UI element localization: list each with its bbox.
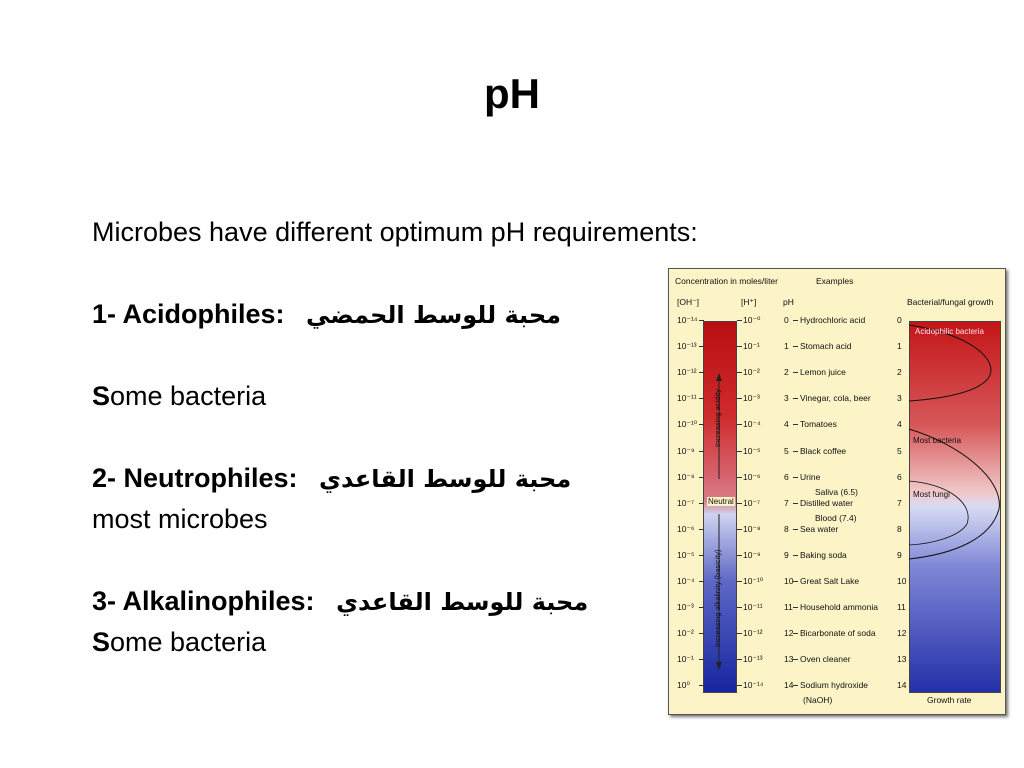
alkalinophiles-arabic: محبة للوسط القاعدي: [336, 588, 589, 616]
oh-tick: [699, 685, 704, 686]
h-value: 10⁻¹³: [743, 654, 763, 665]
oh-tick: [699, 451, 704, 452]
increasing-acidity-label: Increasing acidity: [713, 389, 722, 447]
acidophiles-desc-rest: ome bacteria: [110, 381, 267, 411]
oh-tick: [699, 659, 704, 660]
ph-tick: [793, 607, 798, 608]
example-text: Baking soda: [800, 549, 847, 560]
oh-tick: [699, 555, 704, 556]
ph-value: 3: [784, 393, 789, 404]
col-h-header: [H⁺]: [741, 297, 757, 307]
example-text: Stomach acid: [800, 341, 852, 352]
h-tick: [737, 320, 742, 321]
oh-value: 10⁻⁷: [677, 497, 695, 508]
ph-row: [669, 446, 1005, 458]
ph-value: 7: [784, 497, 789, 508]
example-saliva: Saliva (6.5): [815, 487, 858, 497]
oh-value: 10⁻²: [677, 628, 694, 639]
ph-row: [669, 654, 1005, 666]
acidophilic-bacteria-label: Acidophilic bacteria: [915, 327, 984, 336]
ph-value: 12: [784, 628, 794, 639]
oh-tick: [699, 372, 704, 373]
most-fungi-label: Most fungi: [913, 490, 950, 499]
ph-value: 11: [784, 602, 793, 613]
example-text: Black coffee: [800, 445, 847, 456]
h-value: 10⁻²: [743, 367, 760, 378]
h-tick: [737, 607, 742, 608]
col-oh-header: [OH⁻]: [677, 297, 699, 307]
col-growth-header: Bacterial/fungal growth: [907, 297, 994, 307]
neutrophiles-arabic: محبة للوسط القاعدي: [319, 465, 572, 493]
h-value: 10⁻¹: [743, 341, 760, 352]
example-text: Great Salt Lake: [800, 576, 860, 586]
example-text: Lemon juice: [800, 367, 846, 378]
oh-tick: [699, 477, 704, 478]
growth-ph-value: 1: [897, 341, 902, 352]
growth-ph-value: 10: [897, 576, 907, 586]
ph-value: 8: [784, 523, 789, 534]
growth-ph-value: 6: [897, 471, 902, 482]
ph-value: 9: [784, 549, 789, 560]
ph-row: [669, 341, 1005, 353]
ph-row: [669, 550, 1005, 562]
example-text: Household ammonia: [800, 602, 878, 613]
header-examples: Examples: [816, 276, 854, 286]
h-value: 10⁻⁰: [743, 315, 761, 325]
ph-row: [669, 680, 1005, 692]
h-value: 10⁻¹²: [743, 628, 763, 639]
h-tick: [737, 424, 742, 425]
growth-ph-value: 9: [897, 549, 902, 560]
growth-ph-value: 3: [897, 393, 902, 404]
ph-tick: [793, 372, 798, 373]
growth-rate-label: Growth rate: [927, 695, 972, 705]
h-tick: [737, 555, 742, 556]
ph-tick: [793, 477, 798, 478]
oh-tick: [699, 424, 704, 425]
oh-tick: [699, 529, 704, 530]
oh-value: 10⁻¹³: [677, 341, 697, 352]
ph-tick: [793, 451, 798, 452]
ph-row: [669, 628, 1005, 640]
h-tick: [737, 346, 742, 347]
alkalinophiles-label: 3- Alkalinophiles:: [92, 586, 315, 616]
ph-tick: [793, 685, 798, 686]
ph-tick: [793, 320, 798, 321]
h-tick: [737, 659, 742, 660]
example-text: Distilled water: [800, 497, 853, 508]
header-concentration: Concentration in moles/liter: [675, 276, 778, 286]
ph-tick: [793, 633, 798, 634]
oh-value: 10⁻⁸: [677, 471, 695, 482]
example-text: Tomatoes: [800, 419, 837, 430]
h-value: 10⁻⁴: [743, 419, 761, 430]
h-tick: [737, 633, 742, 634]
ph-tick: [793, 424, 798, 425]
ph-value: 6: [784, 471, 789, 482]
alkalinophiles-desc: [92, 622, 652, 663]
oh-tick: [699, 633, 704, 634]
increasing-alkalinity-label: Increasing alkalinity (basicity): [713, 549, 722, 647]
ph-value: 0: [784, 315, 789, 325]
most-bacteria-label: Most bacteria: [913, 436, 962, 445]
oh-tick: [699, 346, 704, 347]
h-value: 10⁻⁵: [743, 445, 761, 456]
growth-ph-value: 14: [897, 680, 907, 691]
ph-row: [669, 393, 1005, 405]
example-text: Bicarbonate of soda: [800, 628, 876, 639]
h-value: 10⁻⁷: [743, 497, 761, 508]
h-value: 10⁻⁸: [743, 523, 761, 534]
col-ph-header: pH: [783, 297, 794, 307]
ph-row: [669, 419, 1005, 431]
ph-scale-figure: [668, 268, 1006, 715]
ph-row: [669, 602, 1005, 614]
ph-value: 5: [784, 445, 789, 456]
ph-tick: [793, 659, 798, 660]
h-tick: [737, 581, 742, 582]
intro-text: Microbes have different optimum pH requirements:: [92, 217, 698, 247]
h-tick: [737, 398, 742, 399]
acidophiles-heading: [92, 294, 652, 335]
acidophiles-arabic: محبة للوسط الحمضي: [306, 301, 561, 329]
oh-value: 10⁻⁶: [677, 523, 695, 534]
example-text: Vinegar, cola, beer: [800, 393, 871, 404]
alkalinophiles-desc-rest: ome bacteria: [110, 627, 267, 657]
oh-tick: [699, 581, 704, 582]
ph-tick: [793, 346, 798, 347]
h-tick: [737, 477, 742, 478]
oh-tick: [699, 607, 704, 608]
growth-ph-value: 4: [897, 419, 902, 430]
oh-value: 10⁻⁵: [677, 549, 695, 560]
ph-value: 13: [784, 654, 794, 665]
example-text: Urine: [800, 471, 821, 482]
growth-ph-value: 13: [897, 654, 907, 665]
h-value: 10⁻⁹: [743, 549, 761, 560]
h-tick: [737, 685, 742, 686]
ph-row: [669, 472, 1005, 484]
alkalinophiles-heading: [92, 581, 652, 622]
slide-title: pH: [484, 70, 540, 117]
growth-ph-value: 12: [897, 628, 907, 639]
ph-tick: [793, 581, 798, 582]
acidophiles-label: 1- Acidophiles:: [92, 299, 285, 329]
ph-tick: [793, 555, 798, 556]
oh-value: 10⁻¹⁰: [677, 419, 698, 430]
h-value: 10⁻¹⁰: [743, 576, 764, 586]
ph-value: 14: [784, 680, 794, 691]
neutrophiles-label: 2- Neutrophiles:: [92, 463, 298, 493]
oh-value: 10⁻³: [677, 602, 694, 613]
h-value: 10⁻¹⁴: [743, 680, 764, 691]
h-tick: [737, 503, 742, 504]
oh-value: 10⁻¹¹: [677, 393, 697, 404]
ph-row: [669, 367, 1005, 379]
neutrophiles-desc: most microbes: [92, 504, 268, 534]
oh-value: 10⁰: [677, 680, 690, 691]
growth-ph-value: 0: [897, 315, 902, 325]
example-naoh: (NaOH): [803, 695, 833, 705]
h-tick: [737, 372, 742, 373]
oh-value: 10⁻¹: [677, 654, 694, 665]
h-value: 10⁻⁶: [743, 471, 761, 482]
ph-value: 2: [784, 367, 789, 378]
alkalinophiles-desc-first: S: [92, 627, 111, 657]
neutral-label: Neutral: [708, 497, 734, 506]
growth-ph-value: 5: [897, 445, 902, 456]
ph-row: [669, 498, 1005, 510]
oh-tick: [699, 503, 704, 504]
growth-ph-value: 2: [897, 367, 902, 378]
acidophiles-desc-first: S: [92, 381, 111, 411]
growth-ph-value: 7: [897, 497, 902, 508]
acidophilic-curve: [909, 325, 991, 401]
ph-tick: [793, 529, 798, 530]
example-text: Sea water: [800, 523, 839, 534]
neutrophiles-heading: [92, 458, 652, 499]
h-tick: [737, 451, 742, 452]
ph-value: 1: [784, 341, 789, 352]
oh-value: 10⁻⁴: [677, 576, 695, 586]
ph-tick: [793, 503, 798, 504]
ph-tick: [793, 398, 798, 399]
ph-row: [669, 576, 1005, 588]
h-value: 10⁻³: [743, 393, 760, 404]
example-text: Oven cleaner: [800, 654, 851, 665]
oh-value: 10⁻¹⁴: [677, 315, 698, 325]
h-tick: [737, 529, 742, 530]
h-value: 10⁻¹¹: [743, 602, 763, 613]
ph-row: [669, 524, 1005, 536]
growth-ph-value: 11: [897, 602, 906, 613]
ph-value: 10: [784, 576, 794, 586]
example-blood: Blood (7.4): [815, 513, 857, 523]
example-text: Hydrochloric acid: [800, 315, 866, 325]
oh-tick: [699, 398, 704, 399]
example-text: Sodium hydroxide: [800, 680, 869, 691]
oh-tick: [699, 320, 704, 321]
ph-row: [669, 315, 1005, 327]
oh-value: 10⁻¹²: [677, 367, 697, 378]
acidophiles-desc: [92, 376, 652, 417]
ph-value: 4: [784, 419, 789, 430]
oh-value: 10⁻⁹: [677, 445, 695, 456]
growth-ph-value: 8: [897, 523, 902, 534]
